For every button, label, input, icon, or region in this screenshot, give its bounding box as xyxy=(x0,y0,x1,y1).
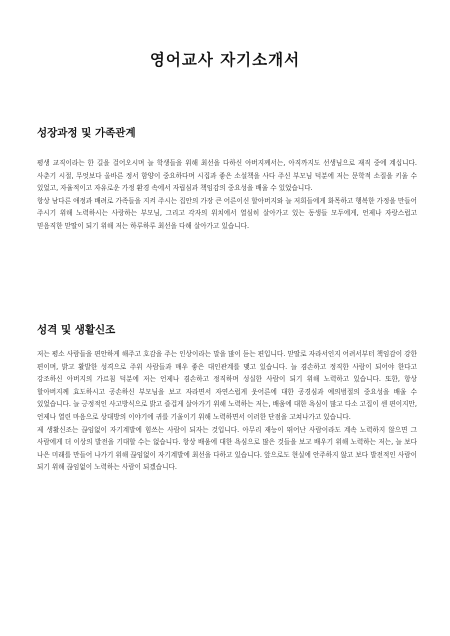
section-body-personality-motto xyxy=(37,348,417,474)
document-title: 영어교사 자기소개서 xyxy=(149,50,301,69)
paragraph: 항상 남다른 애정과 배려로 가족들을 지켜 주시는 집안의 가장 큰 어른이신 할아버지와 늘 저희들에게 화목하고 행복한 가정을 만들어 주시기 위해 노력하시는 사랑하는 부모님, 그리고 각자의 위치에서 열심히 살아가고 있는 동생들 모두에게, 언제나 자랑스럽고 믿음직한 맏딸이 되기 위해 저는 하루하루 최선을 다해 살아가고 있습니다. xyxy=(37,196,417,230)
paragraph: 평생 교직이라는 한 길을 걸어오시며 늘 학생들을 위해 최선을 다하신 아버지께서는, 아직까지도 선생님으로 재직 중에 계십니다. 사춘기 시절, 무엇보다 올바른 정서 함양이 중요하다며 시집과 좋은 소설책을 사다 주신 부모님 덕분에 저는 문학적 소질을 키울 수 있었고, 자율적이고 자유로운 가정 환경 속에서 자립심과 책임감의 중요성을 배울 수 있었습니다. xyxy=(37,159,417,193)
paragraph: 저는 평소 사람들을 편안하게 해주고 호감을 주는 인상이라는 말을 많이 듣는 편입니다. 맏딸로 자라서인지 어려서부터 책임감이 강한 편이며, 밝고 활발한 성격으로 주위 사람들과 매우 좋은 대인관계를 맺고 있습니다. 늘 겸손하고 정직한 사람이 되어야 한다고 강조하신 아버지의 가르침 덕분에 저는 언제나 겸손하고 정직하며 성실한 사람이 되기 위해 노력하고 있습니다. 또한, 항상 할아버지께 효도하시고 공손하신 부모님을 보고 자라면서 자연스럽게 웃어른에 대한 공경심과 예의범절의 중요성을 배울 수 있었습니다. 늘 긍정적인 사고방식으로 밝고 즐겁게 살아가기 위해 노력하는 저는, 배움에 대한 욕심이 많고 다소 고집이 센 편이지만, 언제나 열린 마음으로 상대방의 이야기에 귀를 기울이기 위해 노력하면서 이러한 단점을 고쳐나가고 있습니다. xyxy=(37,350,417,421)
section-heading-growth-family: 성장과정 및 가족관계 xyxy=(37,127,136,139)
paragraph: 제 생활신조는 끊임없이 자기계발에 힘쓰는 사람이 되자는 것입니다. 아무리 재능이 뛰어난 사람이라도 계속 노력하지 않으면 그 사람에게 더 이상의 발전을 기대할 수는 없습니다. 항상 배움에 대한 욕심으로 많은 것들을 보고 배우기 위해 노력하는 저는, 늘 보다 나은 미래를 만들어 나가기 위해 끊임없이 자기계발에 최선을 다하고 있습니다. 앞으로도 현실에 안주하지 않고 보다 발전적인 사람이 되기 위해 끊임없이 노력하는 사람이 되겠습니다. xyxy=(37,425,417,472)
section-body-growth-family xyxy=(37,157,417,233)
section-heading-personality-motto: 성격 및 생활신조 xyxy=(37,324,116,336)
